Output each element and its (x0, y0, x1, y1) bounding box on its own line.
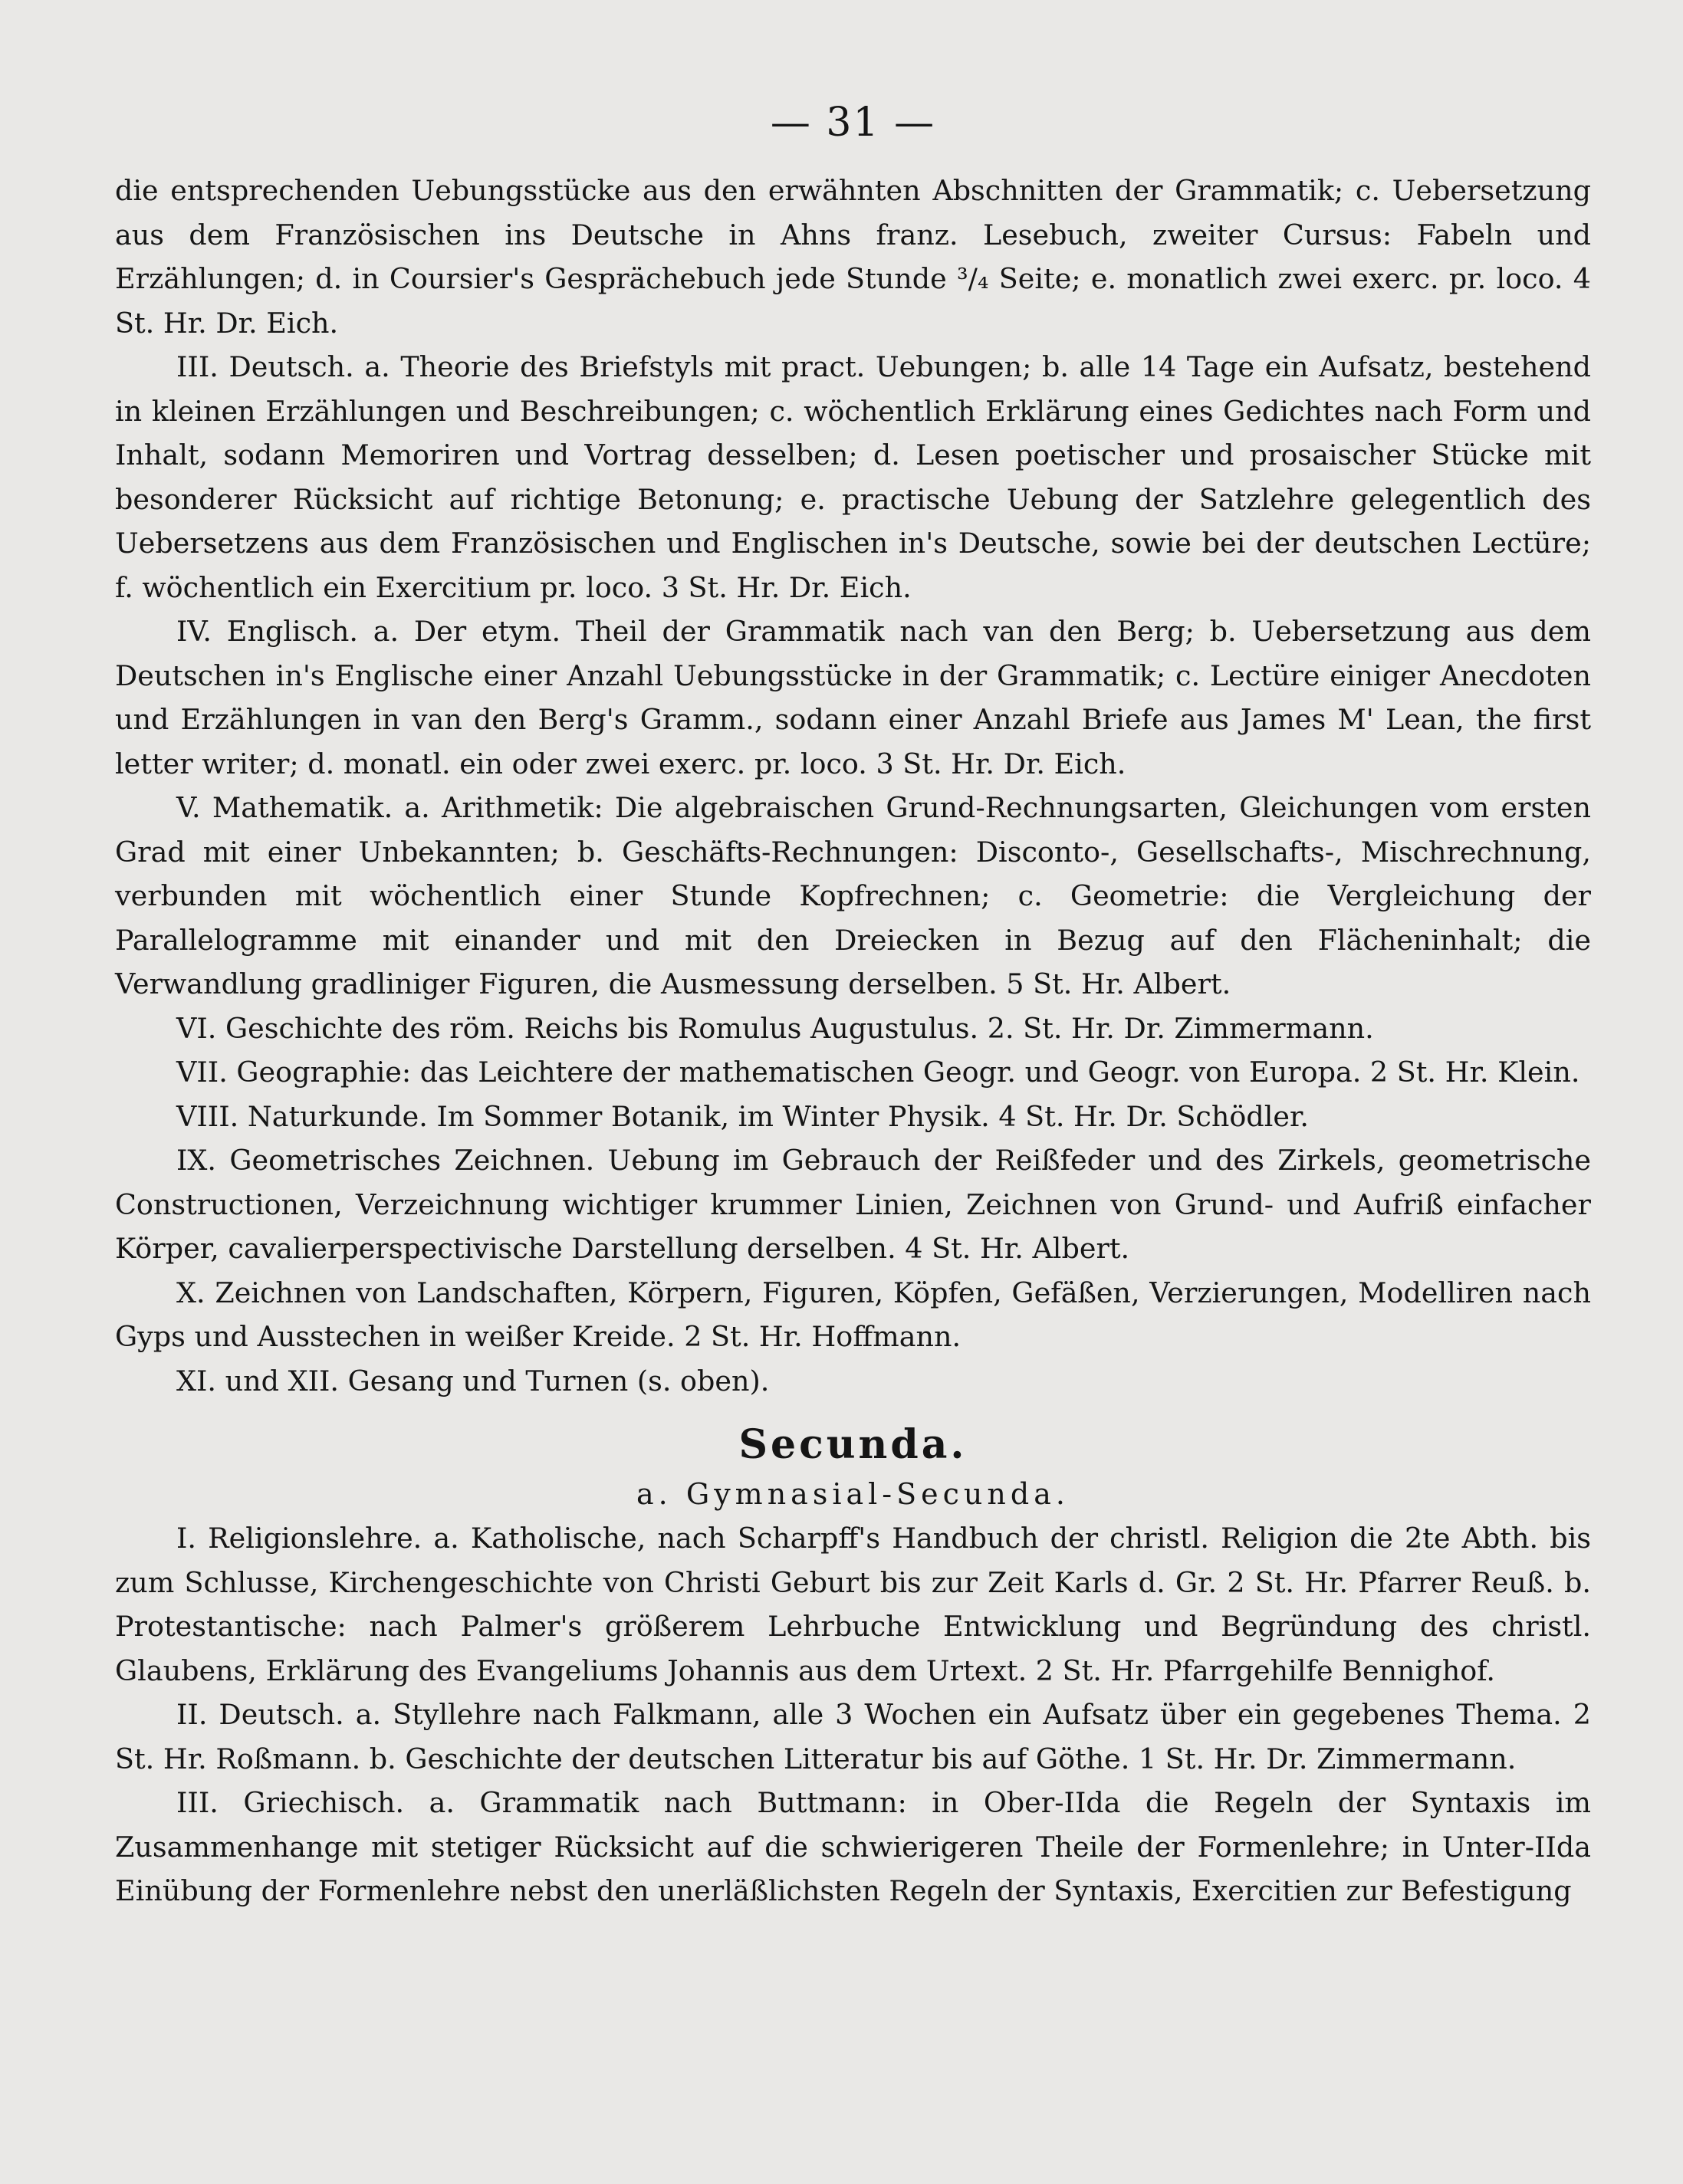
paragraph-englisch: IV. Englisch. a. Der etym. Theil der Grammatik nach van den Berg; b. Uebersetzung aus dem Deutschen in's Englische einer Anzahl Uebungsstücke in der Grammatik; c. Lectüre einiger Anecdoten und Erzählungen in van den Berg's Gramm., sodann einer Anzahl Briefe aus James M' Lean, the first letter writer; d. monatl. ein oder zwei exerc. pr. loco. 3 St. Hr. Dr. Eich. (115, 615, 1591, 780)
paragraph-zeichnen: X. Zeichnen von Landschaften, Körpern, Figuren, Köpfen, Gefäßen, Verzierungen, Modelliren nach Gyps und Ausstechen in weißer Kreide. 2 St. Hr. Hoffmann. (115, 1276, 1591, 1353)
paragraph-griechisch: III. Griechisch. a. Grammatik nach Buttmann: in Ober-IIda die Regeln der Syntaxis im Zusammenhange mit stetiger Rücksicht auf die schwierigeren Theile der Formenlehre; in Unter-IIda Einübung der Formenlehre nebst den unerläßlichsten Regeln der Syntaxis, Exercitien zur Befestigung (115, 1786, 1591, 1907)
paragraph-geometrisches-zeichnen: IX. Geometrisches Zeichnen. Uebung im Gebrauch der Reißfeder und des Zirkels, geometrische Constructionen, Verzeichnung wichtiger krummer Linien, Zeichnen von Grund- und Aufriß einfacher Körper, cavalierperspectivische Darstellung derselben. 4 St. Hr. Albert. (115, 1144, 1591, 1265)
paragraph-mathematik: V. Mathematik. a. Arithmetik: Die algebraischen Grund-Rechnungsarten, Gleichungen vom ersten Grad mit einer Unbekannten; b. Geschäfts-Rechnungen: Disconto-, Gesellschafts-, Mischrechnung, verbunden mit wöchentlich einer Stunde Kopfrechnen; c. Geometrie: die Vergleichung der Parallelogramme mit einander und mit den Dreiecken in Bezug auf den Flächeninhalt; die Verwandlung gradliniger Figuren, die Ausmessung derselben. 5 St. Hr. Albert. (115, 791, 1591, 1000)
paragraph-geographie: VII. Geographie: das Leichtere der mathematischen Geogr. und Geogr. von Europa. 2 St. Hr. Klein. (176, 1056, 1580, 1089)
paragraph-naturkunde: VIII. Naturkunde. Im Sommer Botanik, im Winter Physik. 4 St. Hr. Dr. Schödler. (176, 1099, 1310, 1133)
text-block-bottom (115, 1516, 1591, 1913)
paragraph-deutsch: III. Deutsch. a. Theorie des Briefstyls mit pract. Uebungen; b. alle 14 Tage ein Aufsatz, bestehend in kleinen Erzählungen und Beschreibungen; c. wöchentlich Erklärung eines Gedichtes nach Form und Inhalt, sodann Memoriren und Vortrag desselben; d. Lesen poetischer und prosaischer Stücke mit besonderer Rücksicht auf richtige Betonung; e. practische Uebung der Satzlehre gelegentlich des Uebersetzens aus dem Französischen und Englischen in's Deutsche, sowie bei der deutschen Lectüre; f. wöchentlich ein Exercitium pr. loco. 3 St. Hr. Dr. Eich. (115, 350, 1591, 604)
paragraph-religionslehre: I. Religionslehre. a. Katholische, nach Scharpff's Handbuch der christl. Religion die 2te Abth. bis zum Schlusse, Kirchengeschichte von Christi Geburt bis zur Zeit Karls d. Gr. 2 St. Hr. Pfarrer Reuß. b. Protestantische: nach Palmer's größerem Lehrbuche Entwicklung und Begründung des christl. Glaubens, Erklärung des Evangeliums Johannis aus dem Urtext. 2 St. Hr. Pfarrgehilfe Bennighof. (115, 1522, 1591, 1687)
text-block-top (115, 169, 1591, 1403)
page-number: — 31 — (770, 100, 936, 146)
sub-title: a. Gymnasial-Secunda. (636, 1477, 1070, 1511)
paragraph-geschichte: VI. Geschichte des röm. Reichs bis Romulus Augustulus. 2. St. Hr. Dr. Zimmermann. (176, 1011, 1374, 1045)
paragraph-gesang-turnen: XI. und XII. Gesang und Turnen (s. oben). (176, 1364, 770, 1397)
paragraph-french-continued: die entsprechenden Uebungsstücke aus den erwähnten Abschnitten der Grammatik; c. Uebersetzung aus dem Französischen ins Deutsche in Ahns franz. Lesebuch, zweiter Cursus: Fabeln und Erzählungen; d. in Coursier's Gesprächebuch jede Stunde ³/₄ Seite; e. monatlich zwei exerc. pr. loco. 4 St. Hr. Dr. Eich. (115, 174, 1591, 340)
paragraph-deutsch-secunda: II. Deutsch. a. Styllehre nach Falkmann, alle 3 Wochen ein Aufsatz über ein gegebenes Thema. 2 St. Hr. Roßmann. b. Geschichte der deutschen Litteratur bis auf Göthe. 1 St. Hr. Dr. Zimmermann. (115, 1698, 1591, 1775)
section-title: Secunda. (738, 1421, 968, 1468)
